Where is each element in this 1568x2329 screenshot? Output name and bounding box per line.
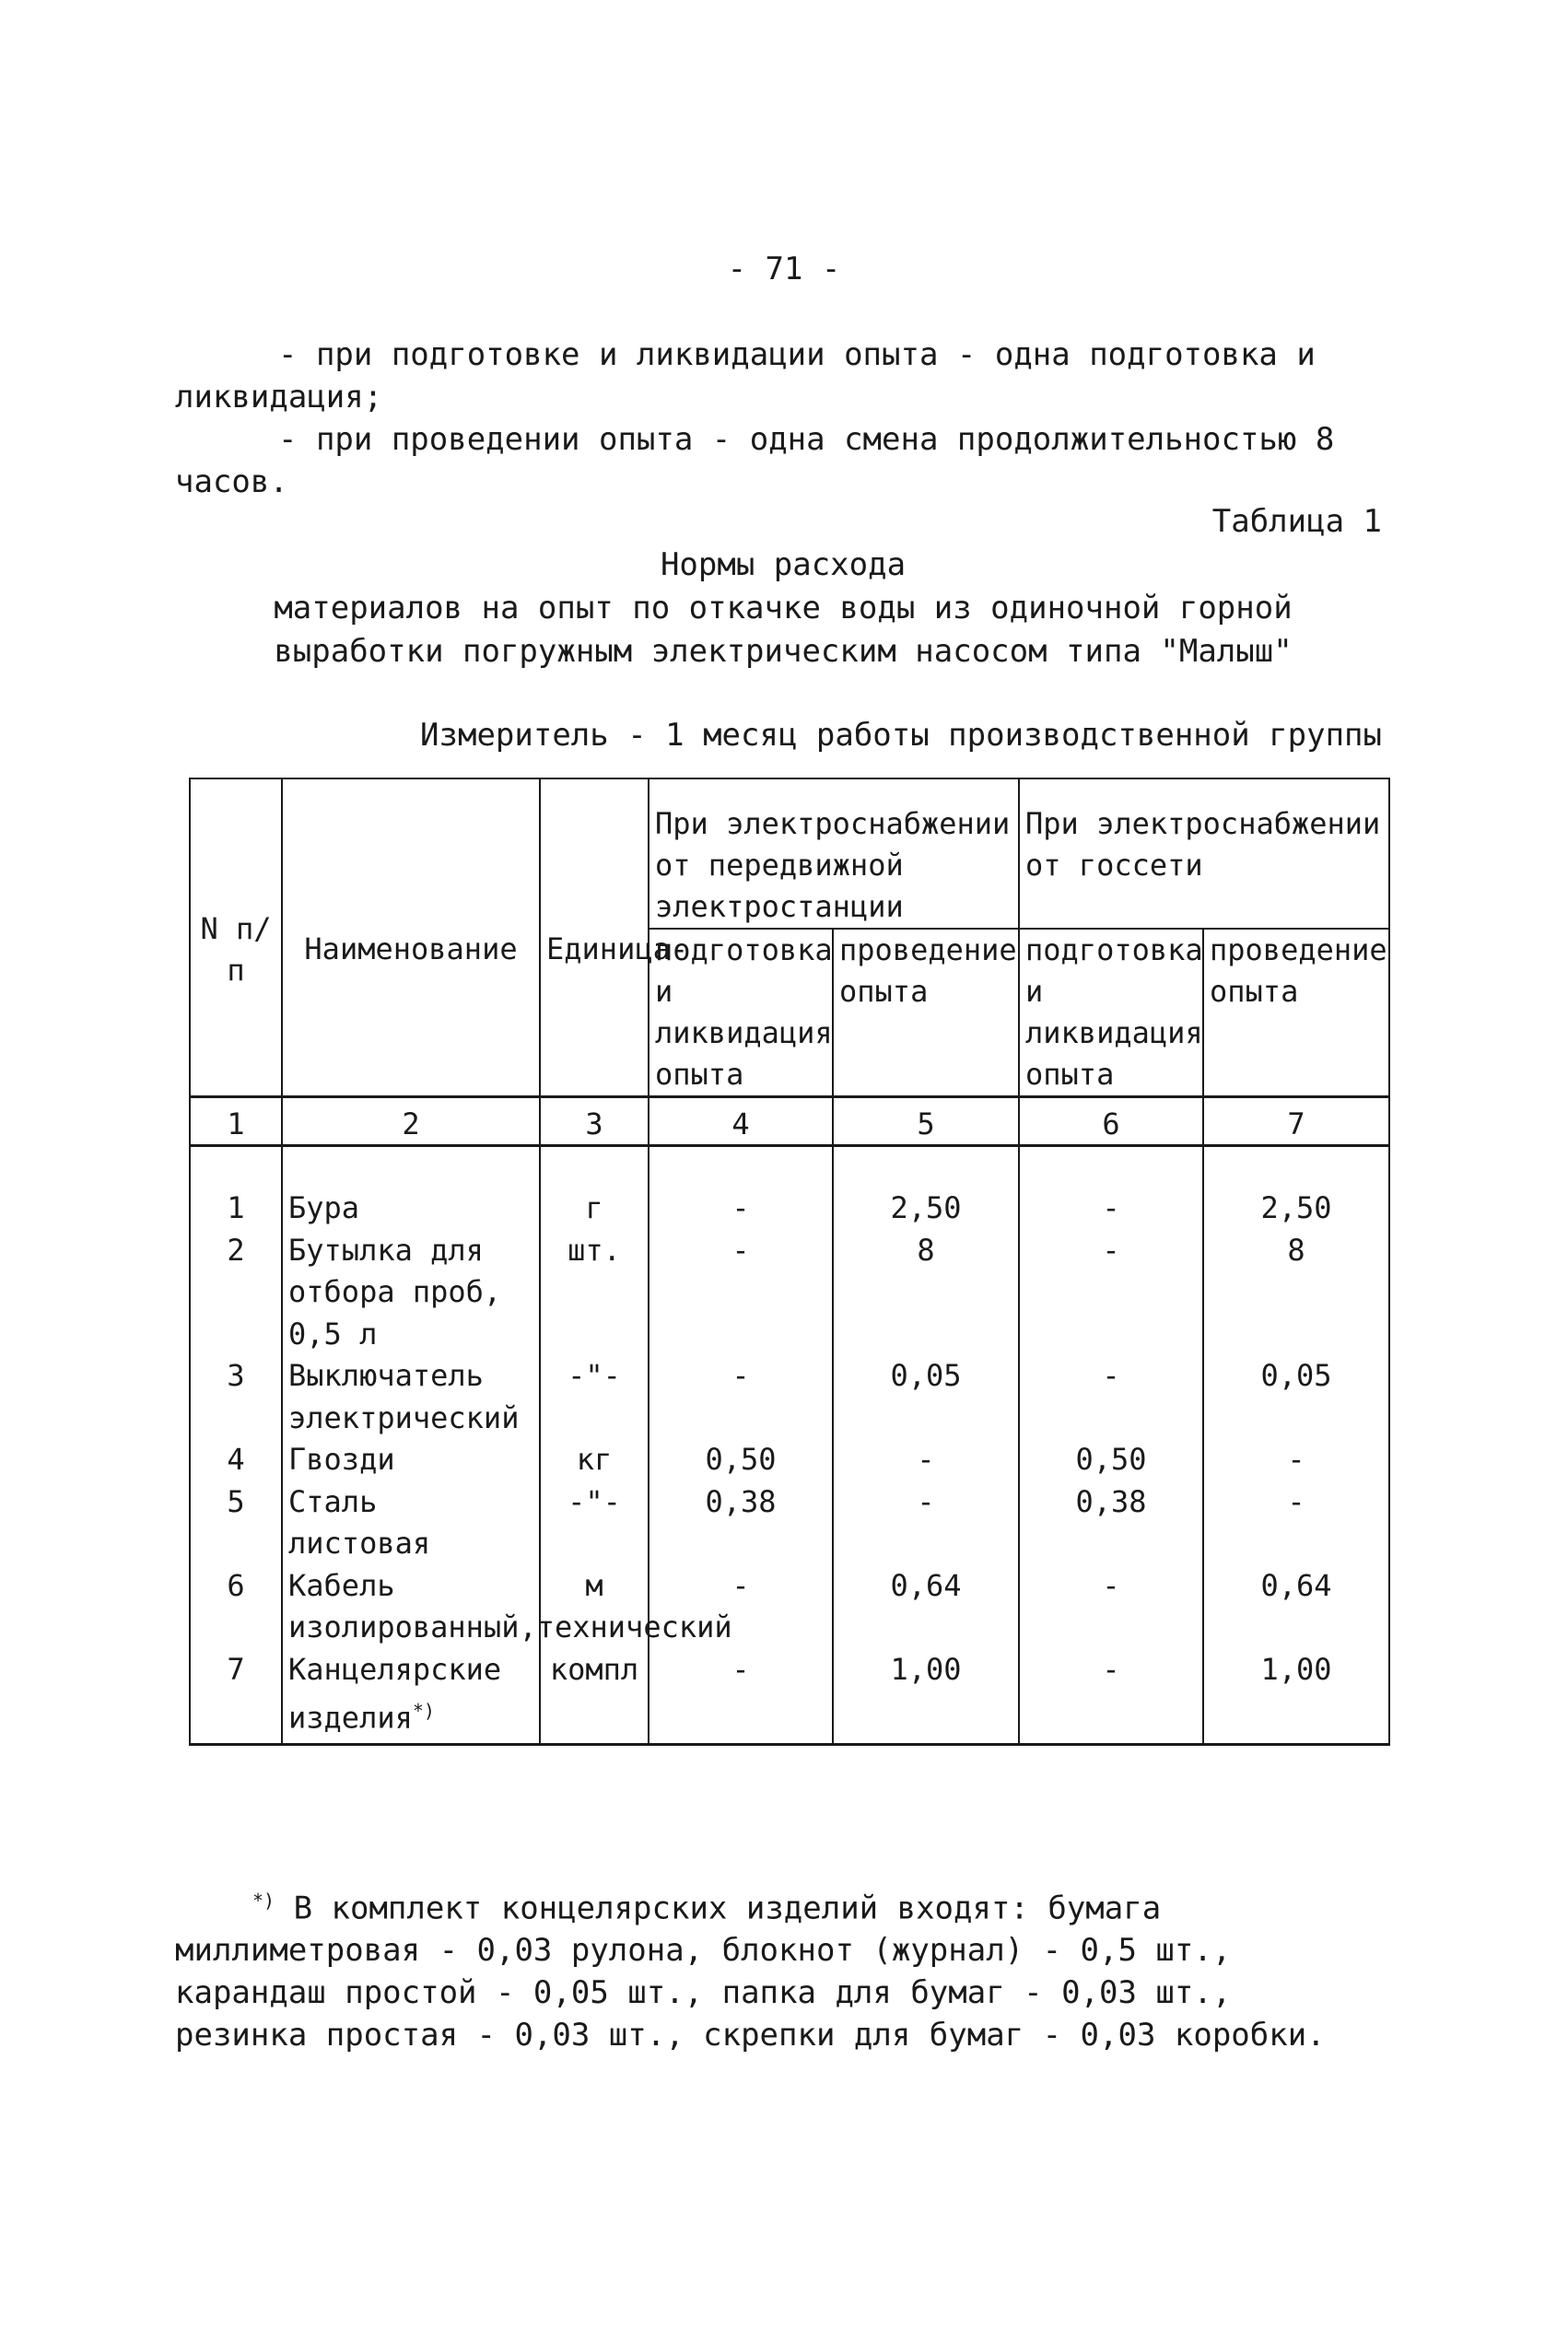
column-number: 2 xyxy=(282,1097,540,1146)
row-unit: -"- xyxy=(540,1355,649,1439)
row-run-grid: 0,05 xyxy=(1203,1355,1389,1439)
row-run-mobile: 0,05 xyxy=(833,1355,1019,1439)
row-prep-mobile: - xyxy=(649,1230,833,1356)
row-name: Бутылка для отбора проб, 0,5 л xyxy=(282,1230,540,1356)
table-caption xyxy=(267,544,1299,673)
table-body xyxy=(190,1146,1389,1745)
header-group-grid: При электроснабжении от госсети xyxy=(1019,778,1389,929)
row-prep-grid: 0,50 xyxy=(1019,1439,1203,1481)
paragraph-operation: - при проведении опыта - одна смена продолжительностью 8 часов. xyxy=(175,421,1335,500)
table-row xyxy=(190,1565,1389,1649)
row-prep-mobile: - xyxy=(649,1565,833,1649)
measure-unit: Измеритель - 1 месяц работы производственной группы xyxy=(420,717,1382,754)
paragraph-preparation: - при подготовке и ликвидации опыта - одна подготовка и ликвидация; xyxy=(175,336,1316,415)
row-prep-grid: - xyxy=(1019,1355,1203,1439)
row-prep-mobile: - xyxy=(649,1355,833,1439)
row-name: Выключатель электрический xyxy=(282,1355,540,1439)
row-name: Кабель изолированный,технический xyxy=(282,1565,540,1649)
row-prep-grid: - xyxy=(1019,1230,1203,1356)
row-num: 4 xyxy=(190,1439,282,1481)
row-prep-grid: - xyxy=(1019,1565,1203,1649)
header-group-mobile: При электроснабжении от передвижной электростанции xyxy=(649,778,1019,929)
row-name: Бура xyxy=(282,1146,540,1230)
column-number: 7 xyxy=(1203,1097,1389,1146)
row-prep-mobile: - xyxy=(649,1649,833,1745)
header-num: N п/п xyxy=(190,778,282,1097)
row-run-grid: 1,00 xyxy=(1203,1649,1389,1745)
table-row xyxy=(190,1649,1389,1745)
footnote-marker: *) xyxy=(412,1700,435,1722)
row-unit: г xyxy=(540,1146,649,1230)
row-num: 5 xyxy=(190,1481,282,1565)
row-unit: -"- xyxy=(540,1481,649,1565)
row-run-grid: - xyxy=(1203,1439,1389,1481)
row-run-grid: 0,64 xyxy=(1203,1565,1389,1649)
footnote-marker: *) xyxy=(252,1890,275,1912)
row-name: Сталь листовая xyxy=(282,1481,540,1565)
row-unit: компл xyxy=(540,1649,649,1745)
row-name-cell xyxy=(282,1649,540,1745)
row-prep-grid: 0,38 xyxy=(1019,1481,1203,1565)
column-number: 5 xyxy=(833,1097,1019,1146)
row-run-mobile: 2,50 xyxy=(833,1146,1019,1230)
table-row xyxy=(190,1481,1389,1565)
row-num: 3 xyxy=(190,1355,282,1439)
page-number: - 71 - xyxy=(727,251,841,287)
row-num: 1 xyxy=(190,1146,282,1230)
row-run-mobile: 0,64 xyxy=(833,1565,1019,1649)
header-unit: Единица- xyxy=(540,778,649,1097)
table-row xyxy=(190,1146,1389,1230)
header-prep-grid: подготовка и ликвидация опыта xyxy=(1019,929,1203,1097)
column-number: 3 xyxy=(540,1097,649,1146)
column-number: 1 xyxy=(190,1097,282,1146)
table-row xyxy=(190,1439,1389,1481)
column-number-row xyxy=(190,1097,1389,1146)
header-prep-mobile: подготовка и ликвидация опыта xyxy=(649,929,833,1097)
header-name: Наименование xyxy=(282,778,540,1097)
norms-table xyxy=(189,778,1390,1746)
row-run-grid: 2,50 xyxy=(1203,1146,1389,1230)
row-run-grid: - xyxy=(1203,1481,1389,1565)
footnote-text: В комплект концелярских изделий входят: бумага миллиметровая - 0,03 рулона, блокнот (журнал) - 0,5 шт., карандаш простой - 0,05 шт., папка для бумаг - 0,03 шт., резинка простая - 0,03 шт., скрепки для бумаг - 0,03 коробки. xyxy=(175,1890,1326,2054)
footnote xyxy=(175,1879,1382,2056)
row-prep-mobile: 0,38 xyxy=(649,1481,833,1565)
column-number: 4 xyxy=(649,1097,833,1146)
row-run-mobile: - xyxy=(833,1481,1019,1565)
row-num: 7 xyxy=(190,1649,282,1745)
table-header xyxy=(190,778,1389,1097)
header-run-grid: проведение опыта xyxy=(1203,929,1389,1097)
column-number: 6 xyxy=(1019,1097,1203,1146)
row-run-mobile: 8 xyxy=(833,1230,1019,1356)
row-run-grid: 8 xyxy=(1203,1230,1389,1356)
table-row xyxy=(190,1355,1389,1439)
row-num: 2 xyxy=(190,1230,282,1356)
table-label: Таблица 1 xyxy=(1211,503,1382,540)
table-row xyxy=(190,1230,1389,1356)
caption-line-3: выработки погружным электрическим насосом типа "Малыш" xyxy=(274,633,1293,670)
row-unit: шт. xyxy=(540,1230,649,1356)
row-name: Канцелярские изделия xyxy=(288,1651,502,1736)
row-run-mobile: - xyxy=(833,1439,1019,1481)
row-num: 6 xyxy=(190,1565,282,1649)
row-prep-mobile: 0,50 xyxy=(649,1439,833,1481)
caption-line-1: Нормы расхода xyxy=(660,546,907,583)
row-unit: кг xyxy=(540,1439,649,1481)
row-prep-mobile: - xyxy=(649,1146,833,1230)
row-prep-grid: - xyxy=(1019,1146,1203,1230)
header-run-mobile: проведение опыта xyxy=(833,929,1019,1097)
caption-line-2: материалов на опыт по откачке воды из одиночной горной xyxy=(274,590,1293,626)
row-run-mobile: 1,00 xyxy=(833,1649,1019,1745)
row-name: Гвозди xyxy=(282,1439,540,1481)
row-unit: м xyxy=(540,1565,649,1649)
row-prep-grid: - xyxy=(1019,1649,1203,1745)
